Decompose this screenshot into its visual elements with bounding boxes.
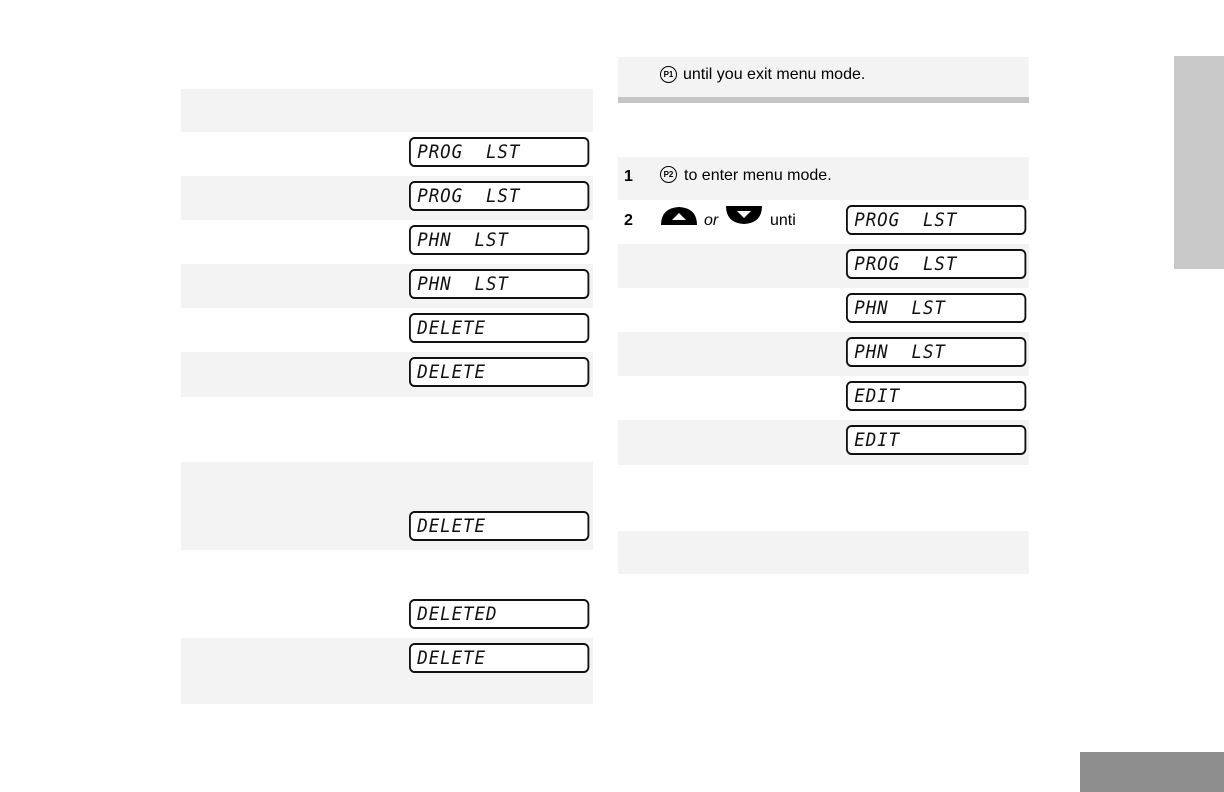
lcd-display: PROG LST [846, 205, 1026, 235]
lcd-display: PHN LST [409, 225, 589, 255]
header-instruction-text: until you exit menu mode. [683, 66, 866, 83]
p2-button-icon: P2 [660, 166, 677, 183]
lcd-display: PROG LST [846, 249, 1026, 279]
lcd-display: DELETED [409, 599, 589, 629]
lcd-display: PROG LST [409, 137, 589, 167]
up-arrow-button-icon [659, 205, 699, 227]
step-number: 1 [624, 168, 633, 185]
p1-button-icon: P1 [660, 66, 677, 83]
lcd-display: DELETE [409, 511, 589, 541]
right-band-footer [618, 531, 1029, 574]
lcd-display: PHN LST [846, 293, 1026, 323]
step-2-connector: or [704, 212, 719, 229]
page-number-tab [1080, 752, 1224, 792]
lcd-display: DELETE [409, 357, 589, 387]
lcd-display: PHN LST [409, 269, 589, 299]
step-1-text: to enter menu mode. [684, 167, 832, 184]
down-arrow-button-icon [724, 204, 764, 226]
section-tab [1174, 56, 1224, 269]
lcd-display: PROG LST [409, 181, 589, 211]
step-2-text: unti [770, 212, 796, 229]
lcd-display: DELETE [409, 313, 589, 343]
section-divider [618, 97, 1029, 103]
lcd-display: PHN LST [846, 337, 1026, 367]
left-band-header [181, 89, 593, 132]
lcd-display: EDIT [846, 381, 1026, 411]
step-number: 2 [624, 212, 633, 229]
lcd-display: DELETE [409, 643, 589, 673]
lcd-display: EDIT [846, 425, 1026, 455]
